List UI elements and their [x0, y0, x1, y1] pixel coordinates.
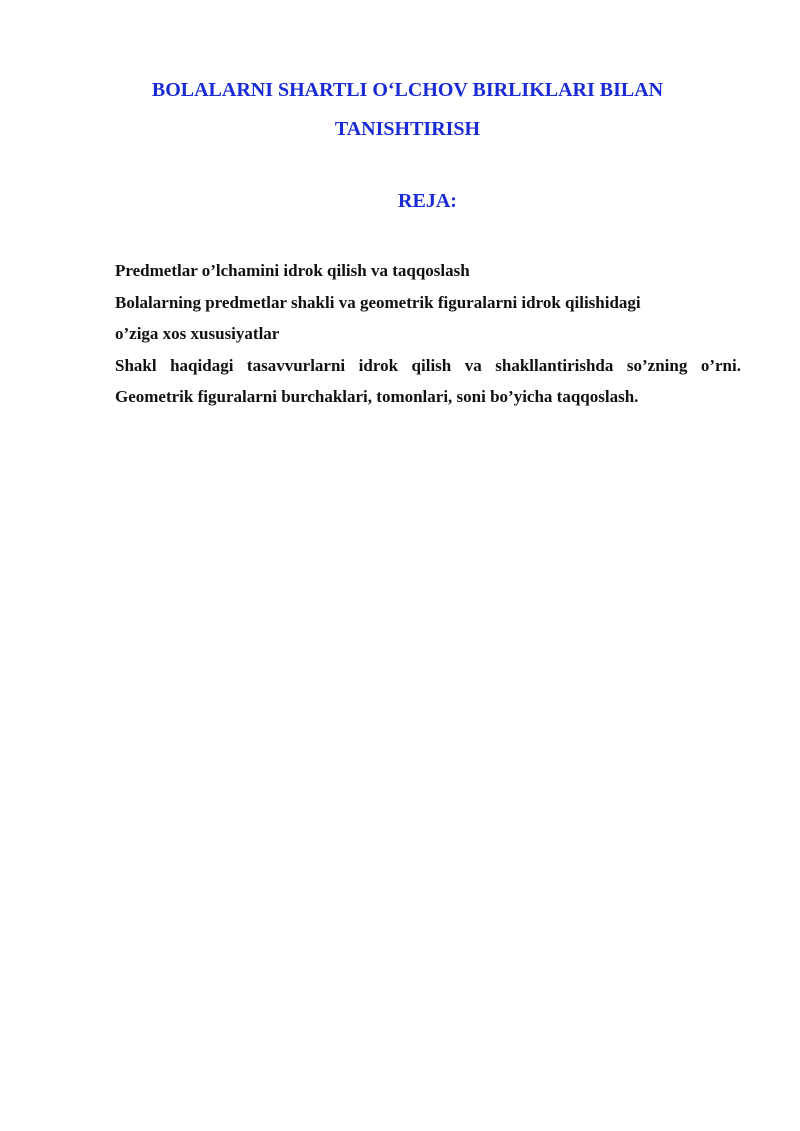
plan-item-2: Bolalarning predmetlar shakli va geometrik figuralarni idrok qilishidagi	[115, 292, 641, 312]
plan-item-4: Geometrik figuralarni burchaklari, tomonlari, soni bo’yicha taqqoslash.	[115, 387, 639, 406]
plan-heading: REJA:	[398, 190, 457, 212]
document-title-line-1: BOLALARNI SHARTLI O‘LCHOV BIRLIKLARI BILAN	[151, 79, 664, 101]
plan-item-1: Predmetlar o’lchamini idrok qilish va taqqoslash	[115, 261, 470, 280]
plan-item-2-continuation: o’ziga xos xususiyatlar	[115, 324, 280, 343]
document-title-line-2: TANISHTIRISH	[334, 118, 481, 140]
plan-list	[115, 255, 741, 413]
plan-item-3: Shakl haqidagi tasavvurlarni idrok qilish va shakllantirishda so’zning o’rni.	[115, 355, 741, 375]
